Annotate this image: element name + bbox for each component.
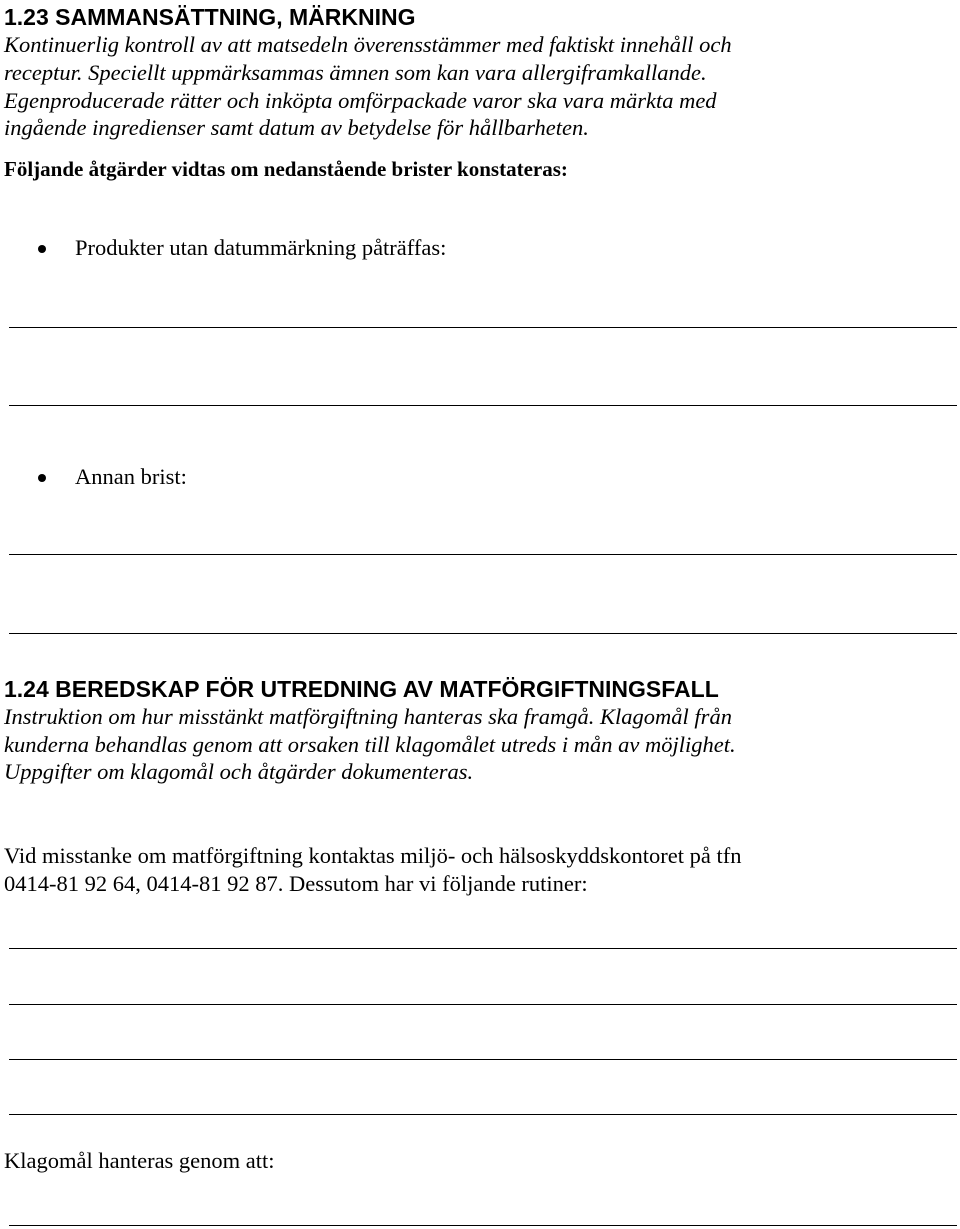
write-in-line[interactable]: [9, 1114, 957, 1115]
write-in-line[interactable]: [9, 405, 957, 406]
complaints-label: Klagomål hanteras genom att:: [4, 1148, 275, 1173]
section-description-line: Instruktion om hur misstänkt matförgiftning hanteras ska framgå. Klagomål från: [4, 704, 732, 729]
write-in-line[interactable]: [9, 327, 957, 328]
section-heading-1-23: 1.23 SAMMANSÄTTNING, MÄRKNING: [4, 4, 416, 30]
bullet-item-other-defect: Annan brist:: [75, 464, 187, 489]
section-description-line: kunderna behandlas genom att orsaken till klagomålet utreds i mån av möjlighet.: [4, 732, 736, 757]
section-description-line: receptur. Speciellt uppmärksammas ämnen som kan vara allergiframkallande.: [4, 60, 707, 85]
contact-line: Vid misstanke om matförgiftning kontaktas miljö- och hälsoskyddskontoret på tfn: [4, 843, 742, 868]
bullet-icon: [38, 474, 46, 482]
bullet-icon: [38, 245, 46, 253]
section-description-line: Kontinuerlig kontroll av att matsedeln överensstämmer med faktiskt innehåll och: [4, 32, 732, 57]
write-in-line[interactable]: [9, 948, 957, 949]
bullet-item-missing-date: Produkter utan datummärkning påträffas:: [75, 235, 447, 260]
section-description-line: Uppgifter om klagomål och åtgärder dokumenteras.: [4, 759, 474, 784]
section-description-line: Egenproducerade rätter och inköpta omförpackade varor ska vara märkta med: [4, 88, 717, 113]
write-in-line[interactable]: [9, 1004, 957, 1005]
section-heading-1-24: 1.24 BEREDSKAP FÖR UTREDNING AV MATFÖRGIFTNINGSFALL: [4, 676, 719, 702]
write-in-line[interactable]: [9, 1225, 957, 1226]
write-in-line[interactable]: [9, 1059, 957, 1060]
actions-heading: Följande åtgärder vidtas om nedanstående brister konstateras:: [4, 157, 568, 181]
contact-line: 0414-81 92 64, 0414-81 92 87. Dessutom har vi följande rutiner:: [4, 871, 588, 896]
section-description-line: ingående ingredienser samt datum av betydelse för hållbarheten.: [4, 115, 589, 140]
write-in-line[interactable]: [9, 633, 957, 634]
write-in-line[interactable]: [9, 554, 957, 555]
